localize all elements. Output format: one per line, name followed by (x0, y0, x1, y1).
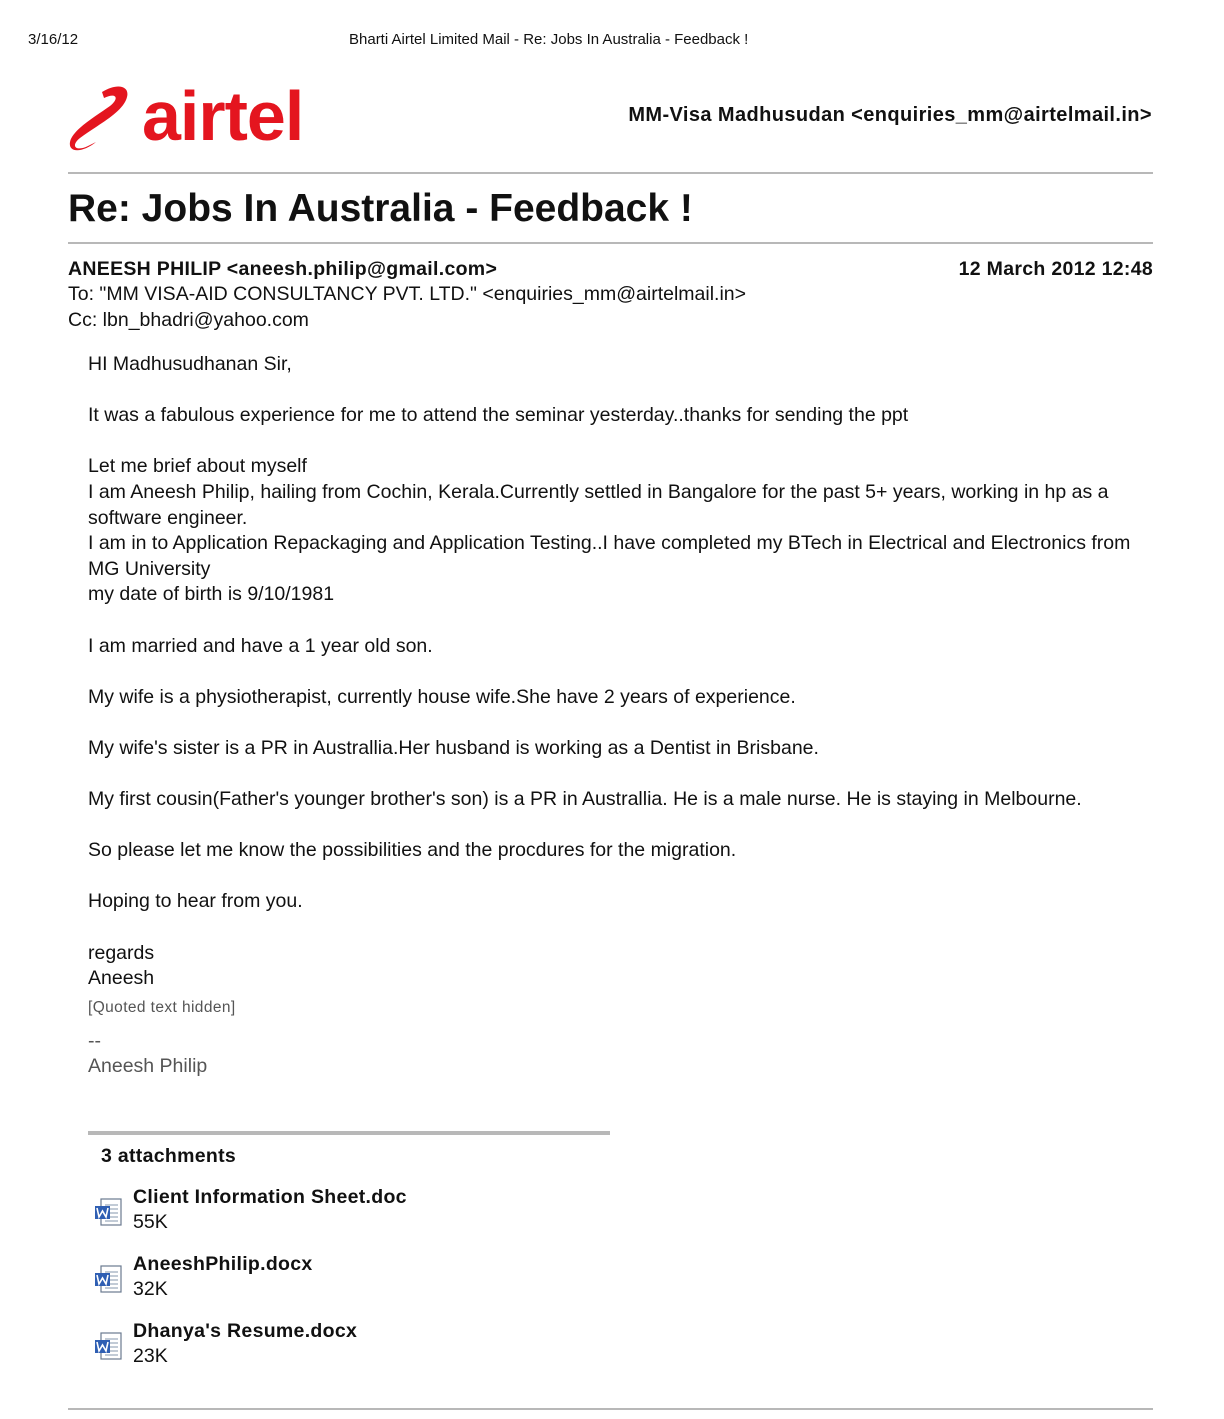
body-paragraph: My first cousin(Father's younger brother's son) is a PR in Australlia. He is a male nurse. He is staying in Melbourne. (88, 788, 1082, 811)
attachment-name[interactable]: Dhanya's Resume.docx (133, 1320, 358, 1342)
airtel-wordmark: airtel (142, 77, 304, 155)
airtel-logo (66, 77, 306, 156)
quoted-text-toggle[interactable]: [Quoted text hidden] (88, 998, 236, 1016)
attachments-divider (88, 1131, 610, 1135)
body-paragraph: I am Aneesh Philip, hailing from Cochin, Kerala.Currently settled in Bangalore for the past 5+ years, working in hp as a software engineer. (88, 480, 1109, 529)
body-paragraph: My wife is a physiotherapist, currently house wife.She have 2 years of experience. (88, 685, 796, 708)
signature-separator: -- (88, 1029, 101, 1052)
subject-divider (68, 242, 1153, 244)
message-to: To: "MM VISA-AID CONSULTANCY PVT. LTD." <enquiries_mm@airtelmail.in> (68, 283, 747, 305)
footer-divider (68, 1408, 1153, 1410)
body-closing: regards (88, 941, 155, 964)
body-paragraph: It was a fabulous experience for me to attend the seminar yesterday..thanks for sending the ppt (88, 404, 909, 427)
body-paragraph: Hoping to hear from you. (88, 890, 303, 913)
attachments-count: 3 attachments (101, 1145, 237, 1167)
word-document-icon (93, 1331, 125, 1361)
attachment-size: 55K (133, 1211, 168, 1233)
body-closing-name: Aneesh (88, 967, 155, 990)
attachment-name[interactable]: Client Information Sheet.doc (133, 1186, 407, 1208)
print-date: 3/16/12 (28, 31, 79, 48)
body-paragraph: My wife's sister is a PR in Australlia.Her husband is working as a Dentist in Brisbane. (88, 736, 819, 759)
word-document-icon (93, 1264, 125, 1294)
signature-name: Aneesh Philip (88, 1055, 208, 1078)
body-paragraph: I am in to Application Repackaging and Application Testing..I have completed my BTech in Electrical and Electronics from MG University (88, 532, 1131, 580)
message-body (88, 352, 1148, 1080)
airtel-swirl-icon (66, 82, 142, 158)
header-divider (68, 172, 1153, 174)
body-paragraph: Let me brief about myself (88, 455, 307, 478)
body-paragraph: my date of birth is 9/10/1981 (88, 583, 335, 606)
message-from: ANEESH PHILIP <aneesh.philip@gmail.com> (68, 258, 498, 280)
message-cc: Cc: lbn_bhadri@yahoo.com (68, 309, 309, 331)
body-paragraph: I am married and have a 1 year old son. (88, 634, 433, 657)
body-paragraph: So please let me know the possibilities and the procdures for the migration. (88, 839, 737, 862)
message-subject: Re: Jobs In Australia - Feedback ! (68, 187, 693, 230)
attachment-name[interactable]: AneeshPhilip.docx (133, 1253, 313, 1275)
attachment-size: 32K (133, 1278, 168, 1300)
print-header (0, 31, 1224, 51)
body-greeting: HI Madhusudhanan Sir, (88, 353, 292, 375)
word-document-icon (93, 1197, 125, 1227)
print-title: Bharti Airtel Limited Mail - Re: Jobs In Australia - Feedback ! (349, 31, 749, 48)
account-label: MM-Visa Madhusudan <enquiries_mm@airtelmail.in> (628, 104, 1152, 126)
message-date: 12 March 2012 12:48 (958, 258, 1153, 280)
attachment-item[interactable] (93, 1253, 593, 1307)
attachment-item[interactable] (93, 1186, 593, 1240)
attachment-item[interactable] (93, 1320, 593, 1374)
attachment-size: 23K (133, 1345, 168, 1367)
